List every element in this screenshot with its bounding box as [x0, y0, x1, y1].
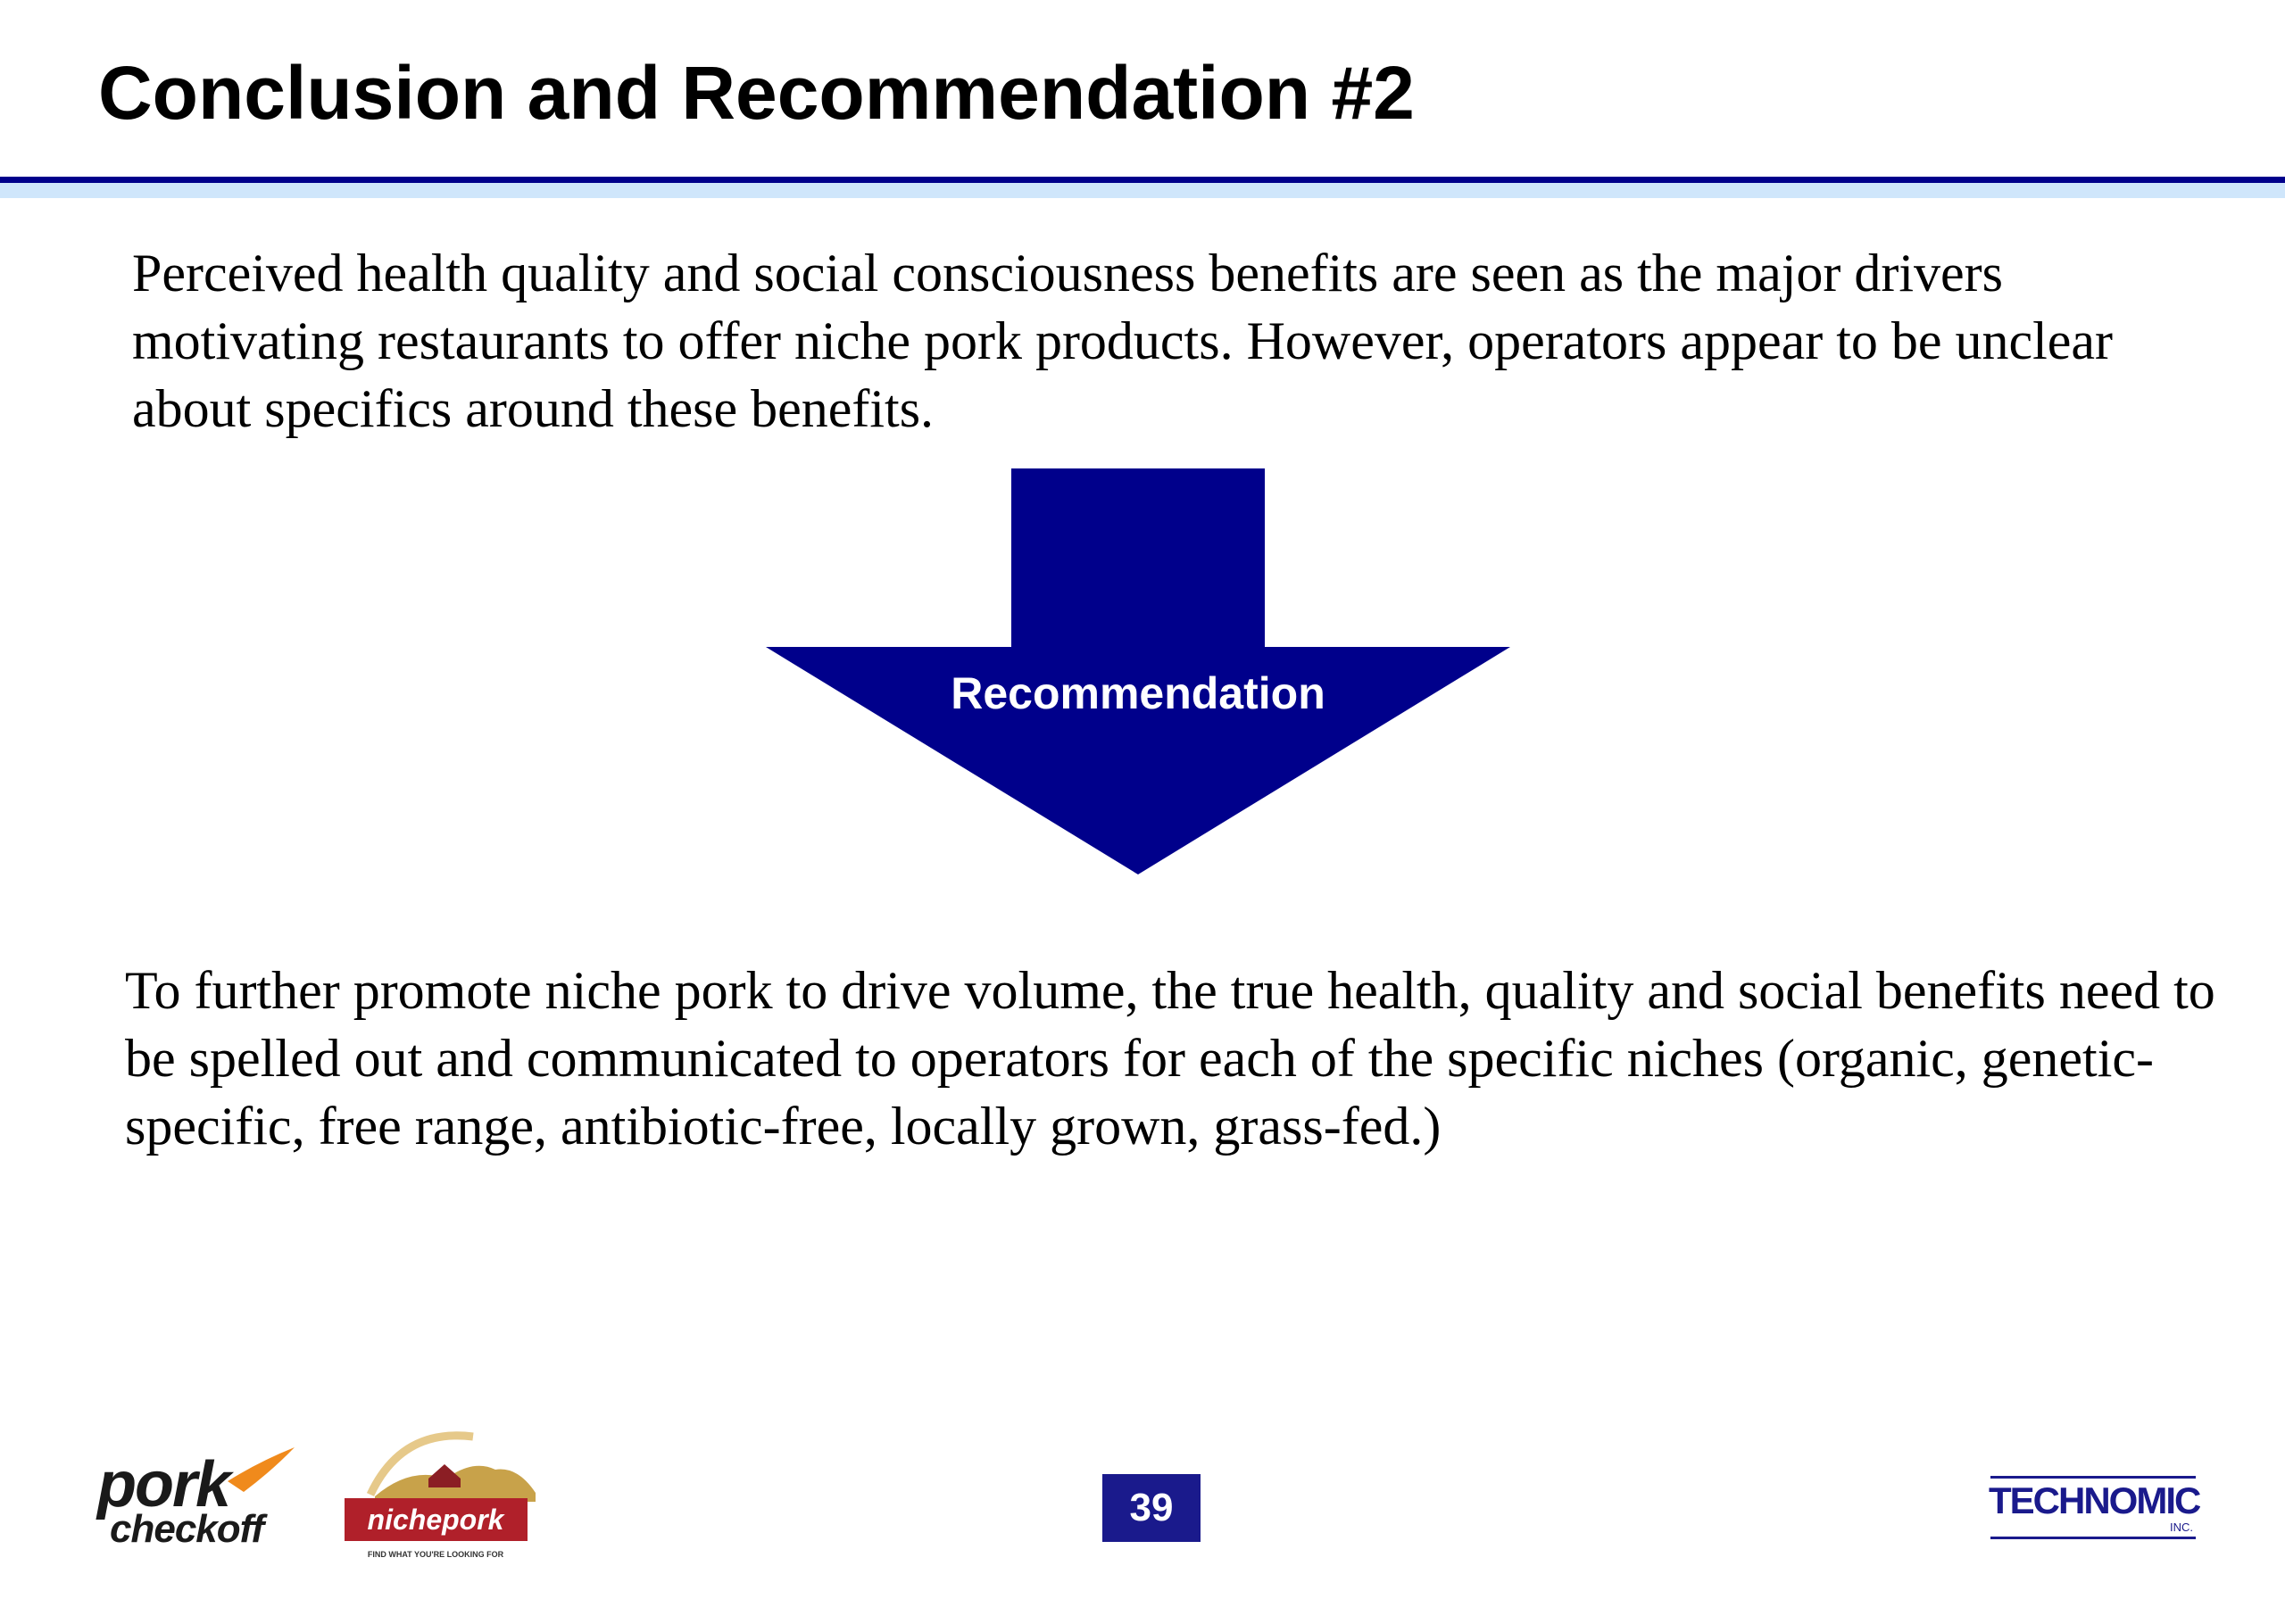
nichepork-logo [339, 1423, 544, 1566]
nichepork-barn [428, 1464, 461, 1487]
intro-paragraph: Perceived health quality and social consciousness benefits are seen as the major drivers motivating restaurants to offer niche pork products. However, operators appear to be unclear about specifics around these benefits. [132, 244, 2114, 438]
nichepork-wordmark: nichepork [367, 1504, 504, 1536]
technomic-logo [1986, 1472, 2200, 1544]
title-underline-dark [0, 177, 2285, 183]
technomic-bottom-rule [1990, 1537, 2196, 1539]
pork-logo-line2: checkoff [110, 1507, 264, 1551]
pork-logo-line1: pork [97, 1449, 230, 1520]
nichepork-tagline: FIND WHAT YOU'RE LOOKING FOR [367, 1550, 504, 1559]
technomic-suffix: INC. [2170, 1520, 2193, 1534]
recommendation-paragraph: To further promote niche pork to drive volume, the true health, quality and social benefits need to be spelled out and communicated to operators for each of the specific niches (organic, genetic-specific, free range, antibiotic-free, locally grown, grass-fed.) [125, 961, 2215, 1156]
pork-checkoff-logo [94, 1446, 299, 1553]
technomic-top-rule [1990, 1476, 2196, 1479]
technomic-wordmark: TECHNOMIC [1989, 1479, 2200, 1521]
title-underline-light [0, 183, 2285, 198]
slide-title: Conclusion and Recommendation #2 [98, 51, 1415, 135]
pork-checkoff-swoosh [228, 1447, 295, 1492]
arrow-label: Recommendation [951, 668, 1325, 718]
page-number-badge: 39 [1102, 1474, 1201, 1542]
